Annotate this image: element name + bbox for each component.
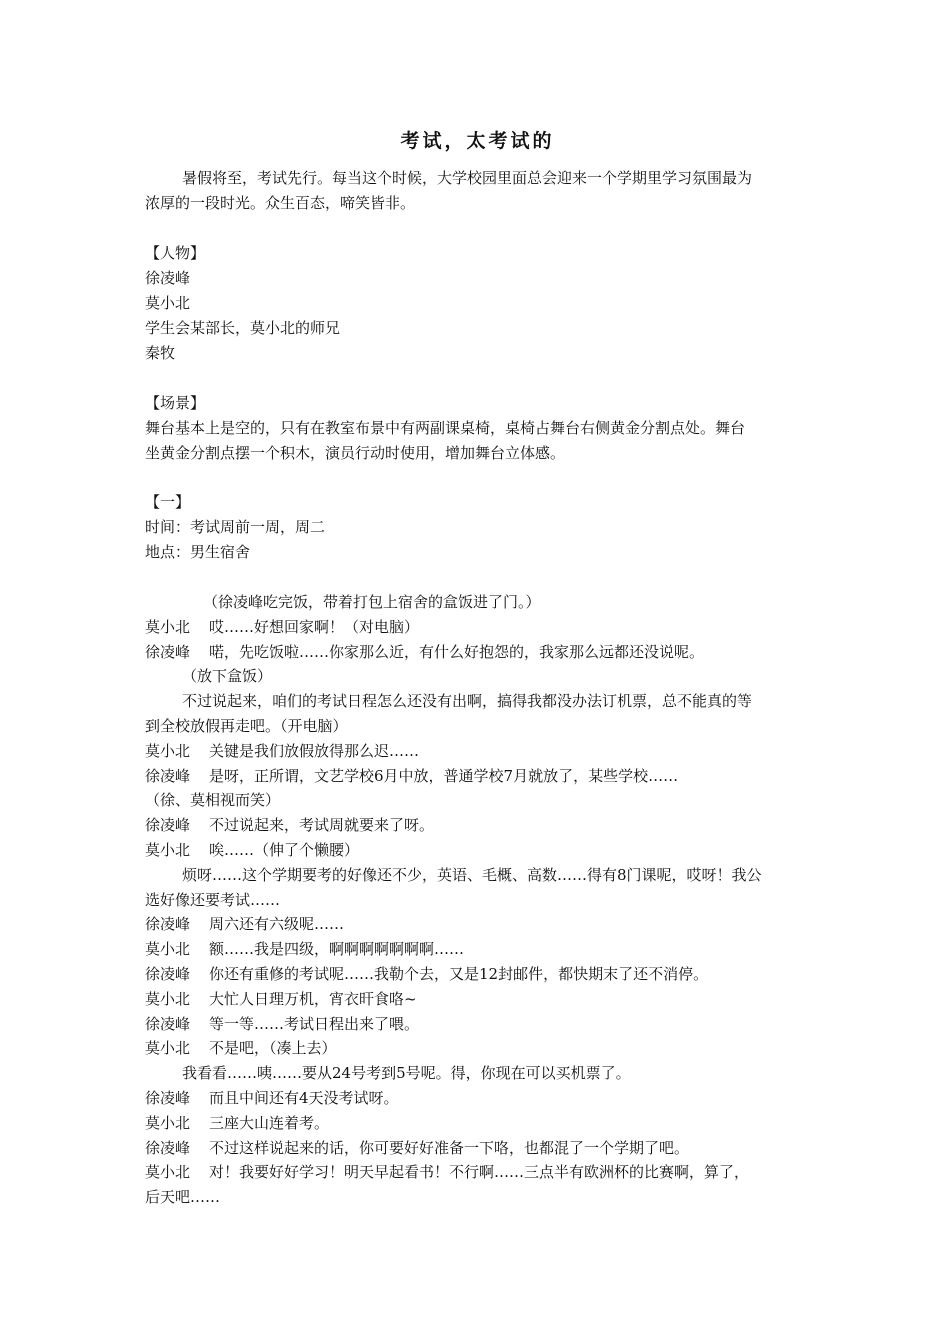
script-line xyxy=(145,741,419,761)
dialogue-text: 你还有重修的考试呢……我勒个去，又是12封邮件，都快期末了还不消停。 xyxy=(209,965,709,983)
script-line xyxy=(145,642,704,662)
dialogue-text: 额……我是四级，啊啊啊啊啊啊啊…… xyxy=(209,940,465,959)
speaker-name: 徐凌峰 xyxy=(145,816,191,835)
dialogue-text: 后天吧…… xyxy=(145,1188,221,1207)
script-line xyxy=(203,592,541,612)
script-line xyxy=(145,617,419,637)
script-line xyxy=(145,1038,337,1058)
dialogue-text: 到全校放假再走吧。（开电脑） xyxy=(145,717,348,735)
dialogue-text: 周六还有六级呢…… xyxy=(209,915,345,934)
script-line xyxy=(145,939,464,959)
speaker-name: 徐凌峰 xyxy=(145,1138,191,1157)
script-line xyxy=(145,1113,329,1133)
dialogue-text: 而且中间还有4天没考试呀。 xyxy=(209,1089,399,1107)
script-line xyxy=(145,840,359,860)
speaker-name: 徐凌峰 xyxy=(145,1014,191,1033)
dialogue-text: 不过这样说起来的话，你可要好好准备一下咯，也都混了一个学期了吧。 xyxy=(209,1138,690,1157)
speaker-name: 徐凌峰 xyxy=(145,965,191,983)
script-line xyxy=(145,1138,689,1158)
script-line xyxy=(145,914,344,934)
script-line xyxy=(182,865,762,885)
dialogue-text: 烦呀……这个学期要考的好像还不少，英语、毛概、高数……得有8门课呢，哎呀！我公 xyxy=(182,865,762,884)
dialogue-text: 关键是我们放假放得那么迟…… xyxy=(209,741,420,760)
speaker-name: 莫小北 xyxy=(145,940,191,959)
dialogue-text: 大忙人日理万机，宵衣旰食咯~ xyxy=(209,989,417,1008)
dialogue-text: 等一等……考试日程出来了喂。 xyxy=(209,1014,420,1033)
act-place: 地点：男生宿舍 xyxy=(145,543,251,561)
dialogue-text: 选好像还要考试…… xyxy=(145,890,281,909)
act-heading: 【一】 xyxy=(145,493,191,511)
intro-line: 浓厚的一段时光。众生百态，啼笑皆非。 xyxy=(145,194,416,212)
characters-heading: 【人物】 xyxy=(145,244,206,262)
page-title: 考试，太考试的 xyxy=(400,130,555,152)
script-line xyxy=(145,716,348,736)
script-line xyxy=(145,964,708,984)
dialogue-text: 我看看……咦……要从24号考到5号呢。得，你现在可以买机票了。 xyxy=(182,1064,631,1083)
speaker-name: 莫小北 xyxy=(145,989,191,1008)
scene-line: 坐黄金分割点摆一个积木，演员行动时使用，增加舞台立体感。 xyxy=(145,444,566,462)
script-line xyxy=(145,766,678,786)
character-item: 学生会某部长，莫小北的师兄 xyxy=(145,319,341,337)
dialogue-text: （徐、莫相视而笑） xyxy=(145,791,281,810)
dialogue-text: 对！我要好好学习！明天早起看书！不行啊……三点半有欧洲杯的比赛啊，算了， xyxy=(209,1163,750,1182)
character-item: 莫小北 xyxy=(145,294,191,312)
speaker-name: 徐凌峰 xyxy=(145,766,191,785)
speaker-name: 莫小北 xyxy=(145,841,191,859)
dialogue-text: 唉……（伸了个懒腰） xyxy=(209,841,360,859)
dialogue-text: 不过说起来，咱们的考试日程怎么还没有出啊，搞得我都没办法订机票，总不能真的等 xyxy=(182,692,753,711)
speaker-name: 莫小北 xyxy=(145,741,191,760)
speaker-name: 莫小北 xyxy=(145,1039,191,1058)
script-line xyxy=(182,666,272,686)
script-line xyxy=(182,691,752,711)
script-line xyxy=(145,989,417,1009)
speaker-name: 莫小北 xyxy=(145,617,191,636)
speaker-name: 徐凌峰 xyxy=(145,1089,191,1107)
script-line xyxy=(182,1063,631,1083)
dialogue-text: 不是吧，（凑上去） xyxy=(209,1039,337,1058)
speaker-name: 莫小北 xyxy=(145,1163,191,1182)
script-line xyxy=(145,1014,419,1034)
intro-line: 暑假将至，考试先行。每当这个时候，大学校园里面总会迎来一个学期里学习氛围最为 xyxy=(182,169,753,187)
speaker-name: 徐凌峰 xyxy=(145,642,191,661)
dialogue-text: 不过说起来，考试周就要来了呀。 xyxy=(209,816,435,835)
dialogue-text: （徐凌峰吃完饭，带着打包上宿舍的盒饭进了门。） xyxy=(203,593,541,611)
speaker-name: 莫小北 xyxy=(145,1113,191,1132)
scene-heading: 【场景】 xyxy=(145,394,206,412)
script-line xyxy=(145,1162,749,1182)
character-item: 秦牧 xyxy=(145,344,176,362)
dialogue-text: 喏，先吃饭啦……你家那么近，有什么好抱怨的，我家那么远都还没说呢。 xyxy=(209,642,705,661)
dialogue-text: （放下盒饭） xyxy=(182,667,273,686)
script-line xyxy=(145,890,280,910)
script-line xyxy=(145,790,280,810)
scene-line: 舞台基本上是空的，只有在教室布景中有两副课桌椅，桌椅占舞台右侧黄金分割点处。舞台 xyxy=(145,419,746,437)
dialogue-text: 三座大山连着考。 xyxy=(209,1113,330,1132)
speaker-name: 徐凌峰 xyxy=(145,915,191,934)
dialogue-text: 哎……好想回家啊！（对电脑） xyxy=(209,617,420,636)
act-time: 时间：考试周前一周，周二 xyxy=(145,518,326,536)
character-item: 徐凌峰 xyxy=(145,269,191,287)
script-line xyxy=(145,1088,399,1108)
dialogue-text: 是呀，正所谓，文艺学校6月中放，普通学校7月就放了，某些学校…… xyxy=(209,766,679,785)
script-line xyxy=(145,1187,220,1207)
script-line xyxy=(145,815,434,835)
